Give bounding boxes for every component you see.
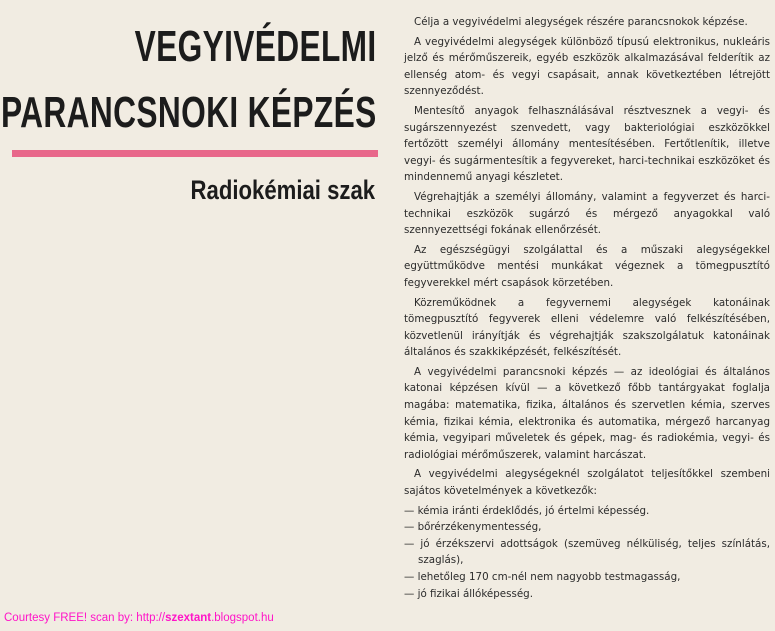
paragraph: Célja a vegyivédelmi alegységek részére parancsnokok képzése.: [414, 16, 748, 28]
page-title: [1, 14, 377, 146]
list-item: — jó fizikai állóképesség.: [404, 586, 770, 603]
paragraph: Az egészségügyi szolgálattal és a műszaki alegységekkel együttműködve mentési munkákat végeznek a tömegpusztító fegyverekkel mért csapások körzetében.: [404, 243, 770, 289]
scan-credit-footer: [4, 612, 274, 624]
footer-suffix: .blogspot.hu: [211, 612, 274, 624]
body-text-column: [404, 14, 770, 602]
paragraph: Mentesítő anyagok felhasználásával résztvesznek a vegyi- és sugárszennyezést szenvedett, vagy bakteriológiai eszközökkel fertőzött személyi állomány mentesítésében. Fertőtlenítik, illetve vegyi- és sugármentesítik a fegyvereket, harci-technikai eszközöket és mindennemű anyagi készletet.: [404, 104, 770, 184]
pink-divider-bar: [12, 150, 378, 157]
list-item: — bőrérzékenymentesség,: [404, 519, 770, 536]
page-subtitle: Radiokémiai szak: [190, 175, 375, 205]
requirements-list: [404, 503, 770, 603]
paragraph: A vegyivédelmi parancsnoki képzés — az ideológiai és általános katonai képzésen kívül — a következő főbb tantárgyakat foglalja magába: matematika, fizika, általános és szervetlen kémia, szerves kémia, fizikai kémia, elektronika és automatika, mérgező harcanyag kémia, vegyipari műveletek és gépek, mag- és radiokémia, vegyi- és radiológiai mérőműszerek, valamint harcászat.: [404, 365, 770, 461]
list-item: — jó érzékszervi adottságok (szemüveg nélküliség, teljes színlátás, szaglás),: [404, 536, 770, 569]
title-line-1: VEGYIVÉDELMI: [135, 22, 377, 71]
paragraph: A vegyivédelmi alegységeknél szolgálatot teljesítőkkel szembeni sajátos követelmények a következők:: [404, 468, 770, 498]
paragraph: Közreműködnek a fegyvernemi alegységek katonáinak tömegpusztító fegyverek elleni védelemre való felkészítésében, közvetlenül irányítják és végrehajtják szakszolgálatuk katonáinak általános és szakkiképzését, felkészítését.: [404, 296, 770, 359]
footer-site-name: szextant: [165, 612, 212, 624]
list-item: — kémia iránti érdeklődés, jó értelmi képesség.: [404, 503, 770, 520]
footer-prefix: Courtesy FREE! scan by: http://: [4, 612, 166, 624]
list-item: — lehetőleg 170 cm-nél nem nagyobb testmagasság,: [404, 569, 770, 586]
paragraph: Végrehajtják a személyi állomány, valamint a fegyverzet és harci-technikai eszközök sugárzó és mérgező anyagokkal való szennyezettségi fokának ellenőrzését.: [404, 190, 770, 237]
title-line-2: PARANCSNOKI KÉPZÉS: [1, 88, 377, 137]
paragraph: A vegyivédelmi alegységek különböző típusú elektronikus, nukleáris jelző és mérőműszereik, egyéb eszközök alkalmazásával felderítik az ellenség atom- és vegyi csapásait, annak következtében létrejött szennyeződést.: [404, 35, 770, 98]
